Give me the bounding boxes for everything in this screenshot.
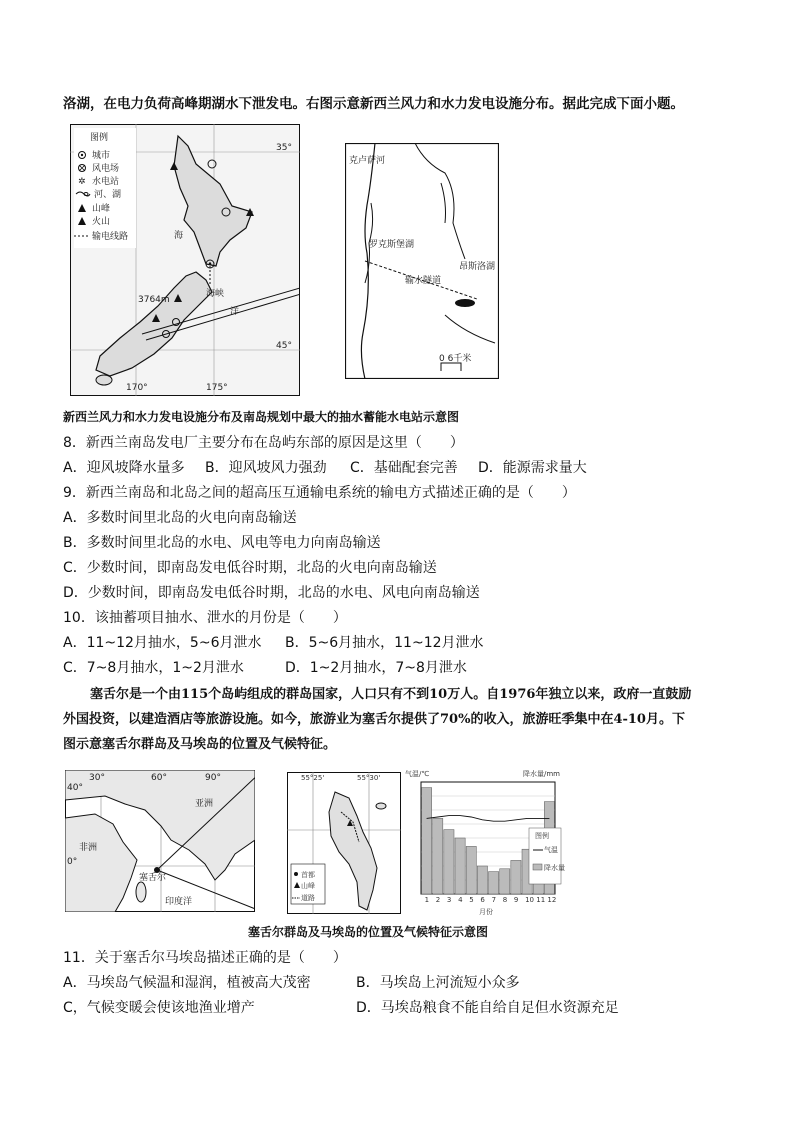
legend-road: 道路 <box>301 894 315 902</box>
lat-45: 45° <box>276 341 292 351</box>
q10-option-c: C．7~8月抽水，1~2月泄水 <box>63 660 244 676</box>
q8-option-a: A．迎风坡降水量多 <box>63 460 185 476</box>
seychelles-label: 塞舌尔 <box>139 873 167 883</box>
precip-bar <box>489 872 499 894</box>
month-axis-label: 月份 <box>479 908 493 916</box>
precip-bar <box>455 838 465 894</box>
peak-label: 3764m <box>138 295 170 305</box>
legend-city: 城市 <box>92 151 111 161</box>
legend-volcano: 火山 <box>92 217 111 227</box>
legend-title: 图例 <box>90 133 109 143</box>
month-tick: 9 <box>513 896 519 904</box>
river-label: 克卢萨河 <box>349 156 386 166</box>
q10-stem: 10．该抽蓄项目抽水、泄水的月份是（ ） <box>63 610 347 626</box>
q11-option-b: B．马埃岛上河流短小众多 <box>356 975 520 991</box>
month-tick: 3 <box>446 896 452 904</box>
precip-bar <box>444 830 454 894</box>
month-tick: 11 <box>536 896 546 904</box>
intro-text: 洛湖，在电力负荷高峰期湖水下泄发电。右图示意新西兰风力和水力发电设施分布。据此完成下面小题。 <box>63 96 684 112</box>
climate-legend-temp: 气温 <box>544 846 558 854</box>
legend-river: 河、湖 <box>94 190 122 200</box>
scale-label: 0 6千米 <box>439 354 472 364</box>
q11-option-c: C，气候变暖会使该地渔业增产 <box>63 1000 255 1016</box>
lon-175: 175° <box>206 383 228 393</box>
asia-label: 亚洲 <box>195 799 214 809</box>
svg-text:✲: ✲ <box>78 177 86 187</box>
lat-40: 40° <box>67 783 83 793</box>
pumped-storage-detail-map <box>345 143 499 379</box>
legend-mahe-peak: 山峰 <box>301 882 315 890</box>
q10-option-d: D．1~2月抽水，7~8月泄水 <box>285 660 467 676</box>
precip-bar <box>477 866 487 894</box>
precip-bar <box>500 869 510 894</box>
precip-bar <box>433 818 443 894</box>
lat-0: 0° <box>67 857 78 867</box>
month-tick: 6 <box>480 896 485 904</box>
indian-ocean-label: 印度洋 <box>165 897 193 907</box>
lon-30: 30° <box>89 773 105 783</box>
q9-option-a: A．多数时间里北岛的火电向南岛输送 <box>63 510 297 526</box>
month-tick: 2 <box>435 896 441 904</box>
month-tick: 7 <box>491 896 497 904</box>
month-tick: 4 <box>458 896 463 904</box>
lon-60: 60° <box>151 773 167 783</box>
precip-bar <box>422 788 432 894</box>
q8-stem: 8．新西兰南岛发电厂主要分布在岛屿东部的原因是这里（ ） <box>63 435 464 451</box>
lat-35: 35° <box>276 143 292 153</box>
climate-chart <box>403 768 573 916</box>
q8-option-b: B．迎风坡风力强劲 <box>205 460 327 476</box>
onslow-lake-label: 昂斯洛湖 <box>459 262 496 272</box>
legend-line: 输电线路 <box>92 232 129 242</box>
passage-line-1: 塞舌尔是一个由115个岛屿组成的群岛国家，人口只有不到10万人。自1976年独立以来，政府一直鼓励 <box>90 687 692 702</box>
temp-line <box>427 816 550 822</box>
q11-option-d: D．马埃岛粮食不能自给自足但水资源充足 <box>356 1000 619 1016</box>
q10-option-a: A．11~12月抽水，5~6月泄水 <box>63 635 262 651</box>
precip-bar <box>511 860 521 894</box>
legend-hydro: 水电站 <box>92 177 120 187</box>
q9-option-d: D．少数时间，即南岛发电低谷时期，北岛的水电、风电向南岛输送 <box>63 585 480 601</box>
month-tick: 12 <box>547 896 557 904</box>
climate-legend-title: 图例 <box>535 832 549 840</box>
passage-line-2: 外国投资，以建造酒店等旅游设施。如今，旅游业为塞舌尔提供了70%的收入，旅游旺季集中在4-10月。下 <box>63 712 685 727</box>
q11-stem: 11．关于塞舌尔马埃岛描述正确的是（ ） <box>63 950 347 966</box>
ocean-label: 洋 <box>230 307 240 317</box>
legend-peak: 山峰 <box>92 204 111 214</box>
q10-option-b: B．5~6月抽水，11~12月泄水 <box>285 635 484 651</box>
q9-stem: 9．新西兰南岛和北岛之间的超高压互通输电系统的输电方式描述正确的是（ ） <box>63 485 576 501</box>
sea-label: 海 <box>174 231 184 241</box>
precip-bar <box>466 846 476 894</box>
q8-option-c: C．基础配套完善 <box>350 460 458 476</box>
legend-wind: 风电场 <box>92 164 120 174</box>
q11-option-a: A．马埃岛气候温和湿润，植被高大茂密 <box>63 975 311 991</box>
precip-axis-label: 降水量/mm <box>523 770 560 778</box>
lon-5530: 55°30' <box>357 774 381 782</box>
month-tick: 10 <box>525 896 535 904</box>
strait-label: 海峡 <box>206 289 225 299</box>
new-zealand-map <box>70 124 300 396</box>
month-tick: 5 <box>469 896 474 904</box>
seychelles-location-map <box>65 770 255 912</box>
climate-legend-precip: 降水量 <box>544 864 565 872</box>
caption-1: 新西兰风力和水力发电设施分布及南岛规划中最大的抽水蓄能水电站示意图 <box>63 410 460 424</box>
tunnel-label: 输水隧道 <box>405 276 442 286</box>
africa-label: 非洲 <box>79 843 98 853</box>
roxburgh-lake-label: 罗克斯堡湖 <box>369 240 415 250</box>
lon-5525: 55°25' <box>301 774 325 782</box>
q8-option-d: D．能源需求量大 <box>478 460 587 476</box>
caption-2: 塞舌尔群岛及马埃岛的位置及气候特征示意图 <box>248 925 489 939</box>
lon-170: 170° <box>126 383 148 393</box>
mahe-island-map <box>287 772 401 914</box>
q9-option-c: C．少数时间，即南岛发电低谷时期，北岛的火电向南岛输送 <box>63 560 437 576</box>
q9-option-b: B．多数时间里北岛的水电、风电等电力向南岛输送 <box>63 535 381 551</box>
month-tick: 1 <box>424 896 430 904</box>
passage-line-3: 图示意塞舌尔群岛及马埃岛的位置及气候特征。 <box>63 737 337 752</box>
lon-90: 90° <box>205 773 221 783</box>
temp-axis-label: 气温/℃ <box>405 770 430 778</box>
legend-capital: 首都 <box>301 871 315 879</box>
month-tick: 8 <box>502 896 508 904</box>
